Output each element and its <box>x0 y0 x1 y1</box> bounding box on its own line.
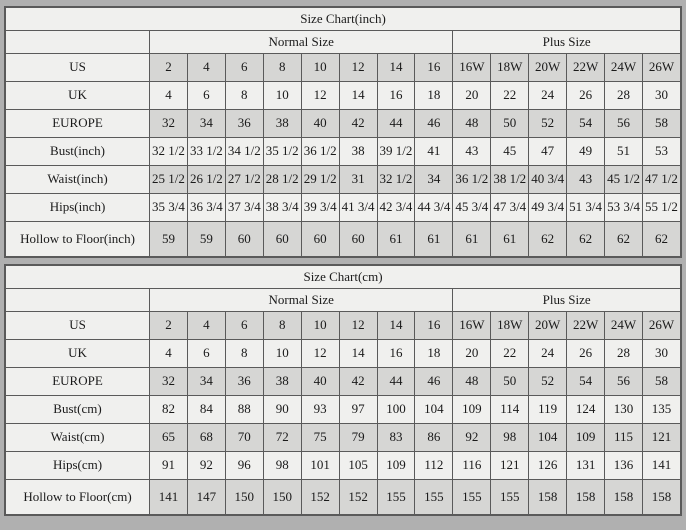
table-cell: 6 <box>225 312 263 340</box>
table-cell: 35 1/2 <box>263 138 301 166</box>
table-cell: 24W <box>605 312 643 340</box>
table-cell: 42 <box>339 110 377 138</box>
table-cell: 28 <box>605 340 643 368</box>
table-cell: 22W <box>567 54 605 82</box>
table-cell: 26 <box>567 82 605 110</box>
table-cell: 12 <box>339 312 377 340</box>
table-cell: 36 <box>225 368 263 396</box>
table-cell: 97 <box>339 396 377 424</box>
table-cell: 61 <box>453 222 491 257</box>
table-cell: 6 <box>187 340 225 368</box>
table-cell: 41 3/4 <box>339 194 377 222</box>
table-cell: 62 <box>605 222 643 257</box>
table-cell: 43 <box>567 166 605 194</box>
table-cell: 51 <box>605 138 643 166</box>
table-cell: 60 <box>225 222 263 257</box>
table-cell: 30 <box>642 340 680 368</box>
table-cell: 18W <box>491 312 529 340</box>
row-label: Waist(inch) <box>6 166 150 194</box>
table-cell: 150 <box>225 480 263 515</box>
table-cell: 27 1/2 <box>225 166 263 194</box>
table-row <box>6 340 681 368</box>
table-cell: 62 <box>567 222 605 257</box>
table-cell: 36 1/2 <box>453 166 491 194</box>
table-cell: 43 <box>453 138 491 166</box>
table-cell: 14 <box>377 54 415 82</box>
table-row <box>6 312 681 340</box>
table-cell: 35 3/4 <box>150 194 188 222</box>
size-chart-cm-table <box>5 265 681 515</box>
table-cell: 18W <box>491 54 529 82</box>
table-cell: 26 1/2 <box>187 166 225 194</box>
table-cell: 24 <box>529 340 567 368</box>
table-cell: 60 <box>339 222 377 257</box>
table-cell: 50 <box>491 368 529 396</box>
table-cell: 36 3/4 <box>187 194 225 222</box>
table-cell: 41 <box>415 138 453 166</box>
table-cell: 47 <box>529 138 567 166</box>
size-chart-inch-table <box>5 7 681 257</box>
table-cell: 4 <box>187 54 225 82</box>
table-cell: 101 <box>301 452 339 480</box>
table-cell: 100 <box>377 396 415 424</box>
table-cell: 54 <box>567 368 605 396</box>
cm-table-body <box>6 266 681 515</box>
row-label: UK <box>6 82 150 110</box>
row-label: EUROPE <box>6 110 150 138</box>
table-cell: 6 <box>187 82 225 110</box>
table-cell: 105 <box>339 452 377 480</box>
table-cell: 16 <box>415 312 453 340</box>
group-header-label: Plus Size <box>453 289 681 312</box>
table-cell: 116 <box>453 452 491 480</box>
table-cell: 147 <box>187 480 225 515</box>
row-label: UK <box>6 340 150 368</box>
table-cell: 36 <box>225 110 263 138</box>
table-cell: 60 <box>301 222 339 257</box>
table-cell: 26W <box>642 312 680 340</box>
table-cell: 14 <box>339 340 377 368</box>
table-cell: 2 <box>150 54 188 82</box>
table-cell: 58 <box>642 110 680 138</box>
table-cell: 20W <box>529 54 567 82</box>
table-row <box>6 222 681 257</box>
group-header-label: Normal Size <box>150 289 453 312</box>
table-row <box>6 166 681 194</box>
table-cell: 53 <box>642 138 680 166</box>
row-label: Hips(cm) <box>6 452 150 480</box>
table-cell: 4 <box>187 312 225 340</box>
table-cell: 158 <box>642 480 680 515</box>
table-cell: 84 <box>187 396 225 424</box>
table-cell: 40 <box>301 110 339 138</box>
table-cell: 155 <box>453 480 491 515</box>
table-cell: 104 <box>529 424 567 452</box>
table-cell: 152 <box>339 480 377 515</box>
table-cell: 24 <box>529 82 567 110</box>
table-cell: 34 1/2 <box>225 138 263 166</box>
table-cell: 121 <box>491 452 529 480</box>
chart-title-row <box>6 8 681 31</box>
row-label: Hollow to Floor(inch) <box>6 222 150 257</box>
row-label: Bust(cm) <box>6 396 150 424</box>
group-header-label: Normal Size <box>150 31 453 54</box>
table-cell: 8 <box>263 312 301 340</box>
table-cell: 62 <box>529 222 567 257</box>
table-row <box>6 452 681 480</box>
chart-title-row <box>6 266 681 289</box>
table-cell: 38 3/4 <box>263 194 301 222</box>
table-cell: 26 <box>567 340 605 368</box>
table-cell: 36 1/2 <box>301 138 339 166</box>
table-cell: 70 <box>225 424 263 452</box>
table-cell: 14 <box>377 312 415 340</box>
chart-title: Size Chart(cm) <box>6 266 681 289</box>
table-cell: 26W <box>642 54 680 82</box>
table-cell: 48 <box>453 368 491 396</box>
table-cell: 131 <box>567 452 605 480</box>
table-cell: 12 <box>301 82 339 110</box>
table-cell: 38 <box>263 368 301 396</box>
row-label: Hollow to Floor(cm) <box>6 480 150 515</box>
table-cell: 45 3/4 <box>453 194 491 222</box>
table-cell: 141 <box>150 480 188 515</box>
table-row <box>6 424 681 452</box>
table-cell: 49 <box>567 138 605 166</box>
table-cell: 46 <box>415 110 453 138</box>
table-cell: 109 <box>567 424 605 452</box>
table-cell: 45 <box>491 138 529 166</box>
table-cell: 75 <box>301 424 339 452</box>
table-cell: 112 <box>415 452 453 480</box>
table-cell: 42 3/4 <box>377 194 415 222</box>
table-cell: 44 <box>377 110 415 138</box>
table-cell: 32 1/2 <box>377 166 415 194</box>
table-cell: 109 <box>453 396 491 424</box>
table-cell: 34 <box>187 368 225 396</box>
group-header-row <box>6 31 681 54</box>
row-label: Bust(inch) <box>6 138 150 166</box>
table-cell: 16 <box>377 340 415 368</box>
table-cell: 4 <box>150 340 188 368</box>
table-cell: 22 <box>491 340 529 368</box>
table-cell: 39 3/4 <box>301 194 339 222</box>
table-cell: 135 <box>642 396 680 424</box>
row-label: US <box>6 312 150 340</box>
table-cell: 158 <box>529 480 567 515</box>
table-cell: 51 3/4 <box>567 194 605 222</box>
table-cell: 44 3/4 <box>415 194 453 222</box>
table-cell: 34 <box>415 166 453 194</box>
table-cell: 38 <box>339 138 377 166</box>
table-cell: 152 <box>301 480 339 515</box>
table-cell: 52 <box>529 110 567 138</box>
table-row <box>6 480 681 515</box>
table-cell: 124 <box>567 396 605 424</box>
table-cell: 44 <box>377 368 415 396</box>
table-cell: 20 <box>453 82 491 110</box>
table-cell: 104 <box>415 396 453 424</box>
table-row <box>6 82 681 110</box>
table-cell: 48 <box>453 110 491 138</box>
table-cell: 29 1/2 <box>301 166 339 194</box>
table-cell: 52 <box>529 368 567 396</box>
table-cell: 16W <box>453 54 491 82</box>
table-cell: 18 <box>415 340 453 368</box>
table-cell: 12 <box>301 340 339 368</box>
table-cell: 158 <box>605 480 643 515</box>
size-chart-cm <box>4 264 682 516</box>
table-cell: 126 <box>529 452 567 480</box>
table-cell: 68 <box>187 424 225 452</box>
table-cell: 28 1/2 <box>263 166 301 194</box>
table-row <box>6 138 681 166</box>
table-cell: 14 <box>339 82 377 110</box>
row-label: Hips(inch) <box>6 194 150 222</box>
table-cell: 92 <box>187 452 225 480</box>
table-cell: 65 <box>150 424 188 452</box>
table-cell: 98 <box>491 424 529 452</box>
inch-table-body <box>6 8 681 257</box>
table-row <box>6 368 681 396</box>
table-cell: 32 <box>150 110 188 138</box>
table-cell: 119 <box>529 396 567 424</box>
table-cell: 20W <box>529 312 567 340</box>
table-cell: 155 <box>491 480 529 515</box>
chart-title: Size Chart(inch) <box>6 8 681 31</box>
table-cell: 79 <box>339 424 377 452</box>
table-cell: 32 1/2 <box>150 138 188 166</box>
table-cell: 141 <box>642 452 680 480</box>
group-header-label: Plus Size <box>453 31 681 54</box>
table-cell: 91 <box>150 452 188 480</box>
table-row <box>6 396 681 424</box>
table-cell: 58 <box>642 368 680 396</box>
table-cell: 82 <box>150 396 188 424</box>
table-cell: 24W <box>605 54 643 82</box>
table-cell: 22W <box>567 312 605 340</box>
table-cell: 60 <box>263 222 301 257</box>
table-cell: 38 1/2 <box>491 166 529 194</box>
group-header-row <box>6 289 681 312</box>
group-header-spacer <box>6 31 150 54</box>
table-cell: 40 <box>301 368 339 396</box>
row-label: Waist(cm) <box>6 424 150 452</box>
table-cell: 10 <box>301 54 339 82</box>
table-cell: 25 1/2 <box>150 166 188 194</box>
table-cell: 39 1/2 <box>377 138 415 166</box>
table-cell: 92 <box>453 424 491 452</box>
table-cell: 38 <box>263 110 301 138</box>
table-cell: 12 <box>339 54 377 82</box>
table-cell: 8 <box>225 82 263 110</box>
table-cell: 16 <box>377 82 415 110</box>
table-row <box>6 54 681 82</box>
table-cell: 83 <box>377 424 415 452</box>
table-cell: 96 <box>225 452 263 480</box>
table-cell: 33 1/2 <box>187 138 225 166</box>
table-row <box>6 194 681 222</box>
table-cell: 121 <box>642 424 680 452</box>
table-cell: 61 <box>377 222 415 257</box>
table-cell: 109 <box>377 452 415 480</box>
size-chart-inch <box>4 6 682 258</box>
table-cell: 136 <box>605 452 643 480</box>
table-cell: 72 <box>263 424 301 452</box>
table-cell: 61 <box>415 222 453 257</box>
table-cell: 90 <box>263 396 301 424</box>
table-cell: 34 <box>187 110 225 138</box>
table-cell: 30 <box>642 82 680 110</box>
table-cell: 115 <box>605 424 643 452</box>
table-cell: 155 <box>377 480 415 515</box>
row-label: EUROPE <box>6 368 150 396</box>
table-cell: 59 <box>150 222 188 257</box>
table-cell: 10 <box>301 312 339 340</box>
table-cell: 10 <box>263 82 301 110</box>
table-cell: 54 <box>567 110 605 138</box>
table-cell: 114 <box>491 396 529 424</box>
table-cell: 86 <box>415 424 453 452</box>
table-cell: 88 <box>225 396 263 424</box>
table-cell: 16W <box>453 312 491 340</box>
table-cell: 62 <box>642 222 680 257</box>
table-cell: 155 <box>415 480 453 515</box>
table-row <box>6 110 681 138</box>
table-cell: 53 3/4 <box>605 194 643 222</box>
table-cell: 50 <box>491 110 529 138</box>
table-cell: 8 <box>225 340 263 368</box>
table-cell: 46 <box>415 368 453 396</box>
table-cell: 8 <box>263 54 301 82</box>
table-cell: 55 1/2 <box>642 194 680 222</box>
table-cell: 22 <box>491 82 529 110</box>
table-cell: 130 <box>605 396 643 424</box>
table-cell: 47 3/4 <box>491 194 529 222</box>
table-cell: 98 <box>263 452 301 480</box>
table-cell: 37 3/4 <box>225 194 263 222</box>
table-cell: 6 <box>225 54 263 82</box>
table-cell: 150 <box>263 480 301 515</box>
table-cell: 28 <box>605 82 643 110</box>
table-cell: 93 <box>301 396 339 424</box>
table-cell: 45 1/2 <box>605 166 643 194</box>
table-cell: 32 <box>150 368 188 396</box>
group-header-spacer <box>6 289 150 312</box>
table-cell: 56 <box>605 110 643 138</box>
table-cell: 31 <box>339 166 377 194</box>
table-cell: 49 3/4 <box>529 194 567 222</box>
table-cell: 40 3/4 <box>529 166 567 194</box>
table-cell: 20 <box>453 340 491 368</box>
row-label: US <box>6 54 150 82</box>
table-cell: 47 1/2 <box>642 166 680 194</box>
table-cell: 18 <box>415 82 453 110</box>
table-cell: 42 <box>339 368 377 396</box>
table-cell: 16 <box>415 54 453 82</box>
table-cell: 59 <box>187 222 225 257</box>
table-cell: 61 <box>491 222 529 257</box>
table-cell: 2 <box>150 312 188 340</box>
table-cell: 158 <box>567 480 605 515</box>
table-cell: 56 <box>605 368 643 396</box>
table-cell: 10 <box>263 340 301 368</box>
table-cell: 4 <box>150 82 188 110</box>
